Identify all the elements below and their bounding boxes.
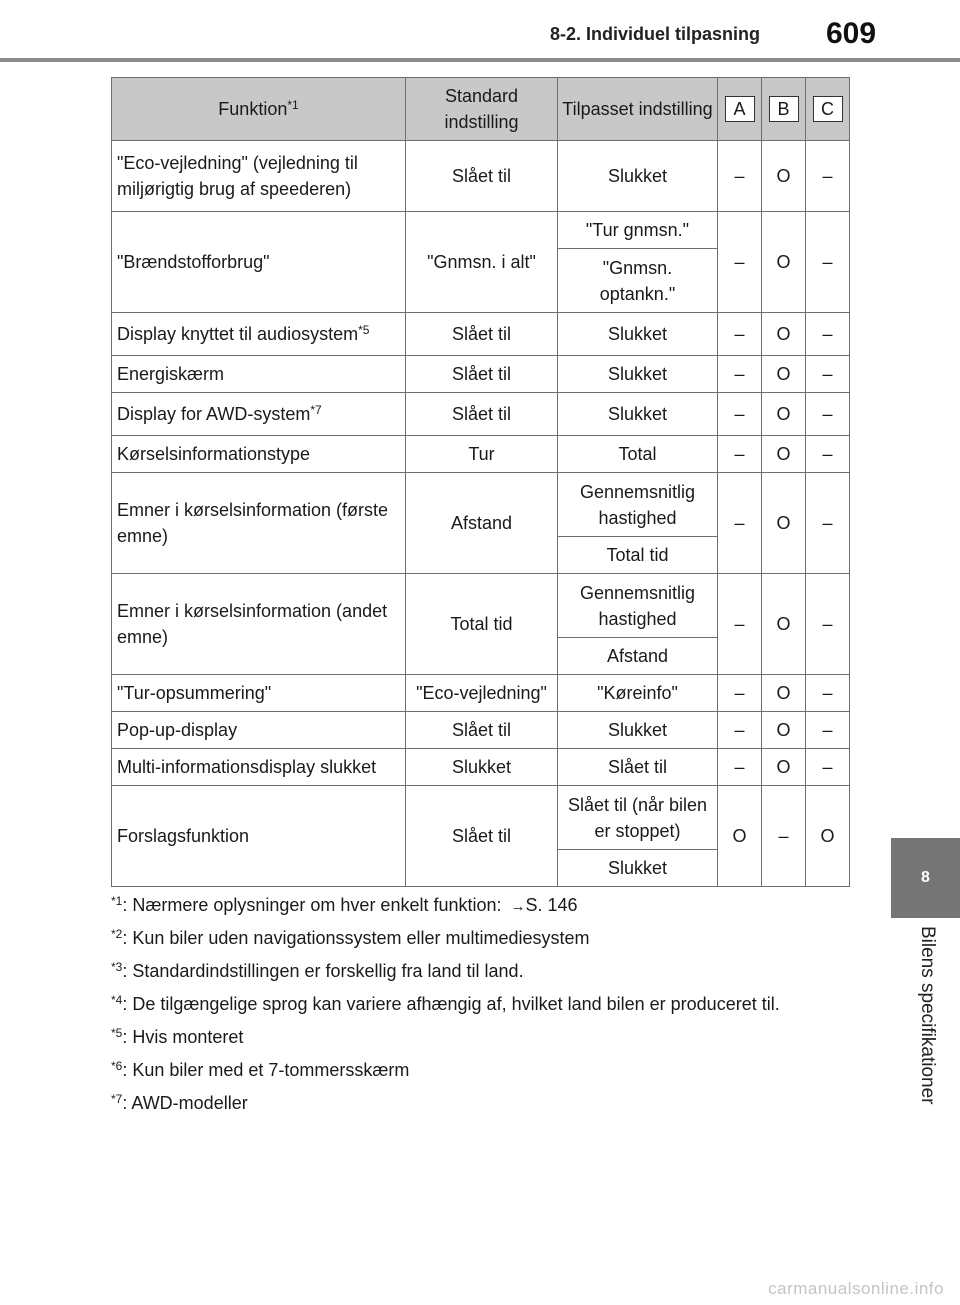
- header-b: [762, 78, 806, 141]
- col-c-cell: –: [806, 749, 850, 786]
- function-cell: [112, 393, 406, 436]
- col-c-cell: –: [806, 473, 850, 574]
- table-row: [112, 712, 850, 749]
- custom-cell: Slukket: [558, 356, 718, 393]
- table-row: [112, 786, 850, 850]
- footnote-mark: *6: [111, 1059, 123, 1073]
- footnote-mark: *4: [111, 993, 123, 1007]
- footnote-text: : Kun biler uden navigationssystem eller multimediesystem: [122, 928, 590, 948]
- col-c-cell: –: [806, 393, 850, 436]
- section-title: 8-2. Individuel tilpasning: [550, 24, 761, 44]
- header-c: [806, 78, 850, 141]
- chapter-title: Bilens specifikationer: [917, 926, 938, 1105]
- col-a-cell: O: [718, 786, 762, 887]
- function-label: Kørselsinformationstype: [117, 444, 311, 464]
- settings-table: [111, 77, 850, 887]
- function-label: Energiskærm: [117, 364, 225, 384]
- col-b-cell: O: [762, 313, 806, 356]
- col-b-cell: O: [762, 212, 806, 313]
- col-b-cell: O: [762, 574, 806, 675]
- function-cell: [112, 712, 406, 749]
- default-cell: Slået til: [406, 786, 558, 887]
- function-cell: [112, 675, 406, 712]
- footnote-text: : Standardindstillingen er forskellig fra land til land.: [122, 961, 524, 981]
- function-cell: [112, 141, 406, 212]
- function-cell: [112, 356, 406, 393]
- header-function: Funktion$^{*1}$: [112, 78, 406, 141]
- footnote: [111, 956, 871, 989]
- col-a-cell: –: [718, 393, 762, 436]
- default-cell: "Eco-vejledning": [406, 675, 558, 712]
- custom-cell: Afstand: [558, 638, 718, 675]
- footnote-mark: *5: [111, 1026, 123, 1040]
- header-rule: [0, 58, 960, 62]
- chapter-tab[interactable]: [891, 838, 960, 918]
- function-label: Pop-up-display: [117, 720, 238, 740]
- footnote-ref: *5: [358, 323, 370, 337]
- footnote-mark: *3: [111, 960, 123, 974]
- footnote: [111, 989, 871, 1022]
- header-a: [718, 78, 762, 141]
- watermark: carmanualsonline.info: [768, 1279, 944, 1298]
- badge-b: B: [769, 96, 799, 122]
- col-a-cell: –: [718, 675, 762, 712]
- arrow-right-icon: →: [510, 898, 526, 915]
- default-cell: Afstand: [406, 473, 558, 574]
- footnote-mark: *2: [111, 927, 123, 941]
- function-cell: [112, 436, 406, 473]
- custom-cell: "Tur gnmsn.": [558, 212, 718, 249]
- function-label: Multi-informationsdisplay slukket: [117, 757, 377, 777]
- badge-a: A: [725, 96, 755, 122]
- function-label: Display for AWD-system: [117, 404, 311, 424]
- custom-cell: "Gnmsn. optankn.": [558, 249, 718, 313]
- custom-cell: Slået til (når bilen er stoppet): [558, 786, 718, 850]
- table-row: [112, 356, 850, 393]
- custom-cell: "Køreinfo": [558, 675, 718, 712]
- header-custom: Tilpasset indstilling: [558, 78, 718, 141]
- table-row: [112, 141, 850, 212]
- page-number: 609: [826, 17, 877, 50]
- custom-cell: Total: [558, 436, 718, 473]
- custom-cell: Gennemsnitlig hastighed: [558, 574, 718, 638]
- col-a-cell: –: [718, 356, 762, 393]
- table-row: [112, 574, 850, 638]
- footnote: [111, 890, 871, 923]
- col-b-cell: O: [762, 393, 806, 436]
- table-row: [112, 749, 850, 786]
- function-label: "Tur-opsummering": [117, 683, 272, 703]
- col-b-cell: O: [762, 712, 806, 749]
- col-a-cell: –: [718, 712, 762, 749]
- function-label: "Eco-vejledning" (vejledning til miljørigtig brug af speederen): [117, 153, 358, 199]
- custom-cell: Slukket: [558, 313, 718, 356]
- chapter-number: 8: [921, 869, 930, 886]
- default-cell: Slået til: [406, 313, 558, 356]
- footnote-mark: *7: [111, 1092, 123, 1106]
- page-header: [0, 0, 960, 64]
- default-cell: Slået til: [406, 141, 558, 212]
- col-a-cell: –: [718, 473, 762, 574]
- table-row: [112, 393, 850, 436]
- footnote: [111, 1088, 871, 1121]
- default-cell: Slået til: [406, 712, 558, 749]
- col-a-cell: –: [718, 313, 762, 356]
- table-row: [112, 212, 850, 249]
- footnote: [111, 1055, 871, 1088]
- custom-cell: Gennemsnitlig hastighed: [558, 473, 718, 537]
- col-c-cell: –: [806, 712, 850, 749]
- col-b-cell: O: [762, 749, 806, 786]
- table-header-row: [112, 78, 850, 141]
- function-label: Emner i kørselsinformation (andet emne): [117, 601, 388, 647]
- function-cell: [112, 313, 406, 356]
- col-b-cell: O: [762, 141, 806, 212]
- footnote-text: : Hvis monteret: [122, 1027, 244, 1047]
- col-b-cell: –: [762, 786, 806, 887]
- footnote: [111, 923, 871, 956]
- custom-cell: Slukket: [558, 141, 718, 212]
- default-cell: Slukket: [406, 749, 558, 786]
- table-row: [112, 436, 850, 473]
- col-c-cell: O: [806, 786, 850, 887]
- header-default: Standard indstilling: [406, 78, 558, 141]
- function-cell: [112, 473, 406, 574]
- footnotes: [111, 890, 871, 1121]
- col-a-cell: –: [718, 141, 762, 212]
- footnote-text: : Kun biler med et 7-tommersskærm: [122, 1060, 410, 1080]
- footnote: [111, 1022, 871, 1055]
- default-cell: Slået til: [406, 356, 558, 393]
- function-label: "Brændstofforbrug": [117, 252, 270, 272]
- col-c-cell: –: [806, 675, 850, 712]
- col-a-cell: –: [718, 749, 762, 786]
- custom-cell: Slukket: [558, 712, 718, 749]
- custom-cell: Slået til: [558, 749, 718, 786]
- function-label: Forslagsfunktion: [117, 826, 250, 846]
- col-a-cell: –: [718, 212, 762, 313]
- footnote-ref: *7: [310, 403, 322, 417]
- function-label: Display knyttet til audiosystem: [117, 324, 359, 344]
- footnote-text: : Nærmere oplysninger om hver enkelt funktion:: [122, 895, 507, 915]
- col-b-cell: O: [762, 436, 806, 473]
- table-row: [112, 473, 850, 537]
- footnote-text: : De tilgængelige sprog kan variere afhængig af, hvilket land bilen er produceret til.: [122, 994, 780, 1014]
- col-a-cell: –: [718, 436, 762, 473]
- badge-c: C: [813, 96, 843, 122]
- col-c-cell: –: [806, 436, 850, 473]
- function-cell: [112, 212, 406, 313]
- function-label: Emner i kørselsinformation (første emne): [117, 500, 389, 546]
- col-b-cell: O: [762, 356, 806, 393]
- custom-cell: Total tid: [558, 537, 718, 574]
- function-cell: [112, 574, 406, 675]
- default-cell: Total tid: [406, 574, 558, 675]
- col-b-cell: O: [762, 675, 806, 712]
- col-c-cell: –: [806, 313, 850, 356]
- custom-cell: Slukket: [558, 850, 718, 887]
- table-row: [112, 313, 850, 356]
- default-cell: Slået til: [406, 393, 558, 436]
- col-b-cell: O: [762, 473, 806, 574]
- col-c-cell: –: [806, 356, 850, 393]
- page-reference-link[interactable]: S. 146: [525, 895, 578, 915]
- col-c-cell: –: [806, 574, 850, 675]
- table-row: [112, 675, 850, 712]
- col-a-cell: –: [718, 574, 762, 675]
- custom-cell: Slukket: [558, 393, 718, 436]
- footnote-text: : AWD-modeller: [122, 1093, 248, 1113]
- footnote-mark: *1: [111, 894, 123, 908]
- col-c-cell: –: [806, 212, 850, 313]
- default-cell: Tur: [406, 436, 558, 473]
- default-cell: "Gnmsn. i alt": [406, 212, 558, 313]
- function-cell: [112, 749, 406, 786]
- function-cell: [112, 786, 406, 887]
- col-c-cell: –: [806, 141, 850, 212]
